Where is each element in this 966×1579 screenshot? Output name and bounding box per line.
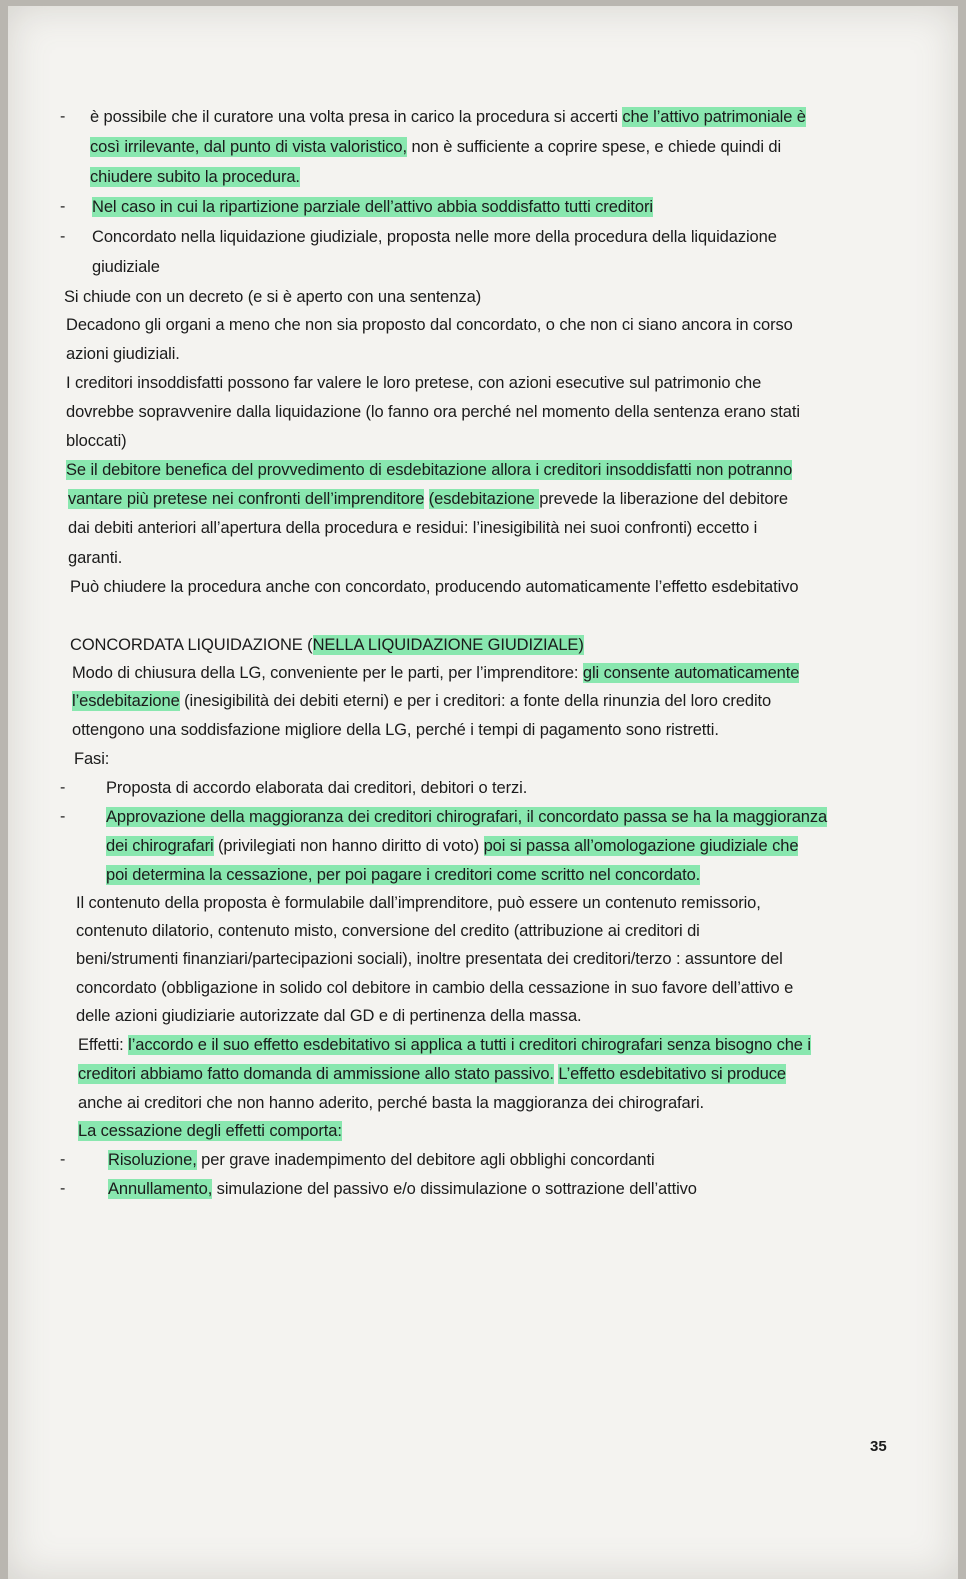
text-segment: contenuto dilatorio, contenuto misto, conversione del credito (attribuzione ai creditori di: [76, 922, 700, 940]
highlighted-text: poi si passa all’omologazione giudiziale che: [483, 837, 799, 855]
document-page: [8, 6, 958, 1579]
text-line: [76, 948, 783, 970]
text-line: [78, 1120, 342, 1142]
highlighted-text: che l’attivo patrimoniale è: [622, 108, 806, 126]
text-line: [92, 226, 777, 248]
text-line: [76, 920, 700, 942]
bullet-marker: -: [60, 1180, 66, 1197]
text-segment: giudiziale: [92, 258, 160, 276]
text-segment: dovrebbe sopravvenire dalla liquidazione (lo fanno ora perché nel momento della sentenza erano stati: [66, 403, 800, 421]
text-line: [78, 1034, 811, 1056]
text-segment: Può chiudere la procedura anche con concordato, producendo automaticamente l’effetto esdebitativo: [70, 578, 799, 596]
highlighted-text: L’effetto esdebitativo si produce: [558, 1065, 786, 1083]
highlighted-text: Se il debitore benefica del provvedimento di esdebitazione allora i creditori insoddisfatti non potranno: [66, 461, 793, 479]
text-line: [76, 977, 793, 999]
text-segment: Effetti:: [78, 1036, 129, 1054]
text-segment: Modo di chiusura della LG, conveniente per le parti, per l’imprenditore:: [72, 664, 583, 682]
text-line: [106, 777, 527, 799]
text-line: [66, 314, 793, 336]
text-line: [108, 1178, 697, 1200]
text-line: [106, 864, 700, 886]
text-line: [66, 372, 761, 394]
text-segment: beni/strumenti finanziari/partecipazioni sociali), inoltre presentata dei creditori/terzo : assuntore del: [76, 950, 783, 968]
text-line: [108, 1149, 655, 1171]
bullet-marker: -: [60, 1151, 66, 1168]
text-line: [106, 806, 827, 828]
text-line: [72, 719, 719, 741]
text-segment: Decadono gli organi a meno che non sia proposto dal concordato, o che non ci siano ancora in corso: [66, 316, 793, 334]
text-line: [66, 401, 800, 423]
highlighted-text: chiudere subito la procedura.: [90, 168, 300, 186]
highlighted-text: vantare più pretese nei confronti dell’imprenditore: [68, 490, 425, 508]
text-segment: (inesigibilità dei debiti eterni) e per i creditori: a fonte della rinunzia del loro credito: [179, 692, 772, 710]
highlighted-text: poi determina la cessazione, per poi pagare i creditori come scritto nel concordato.: [106, 866, 701, 884]
text-line: [76, 1005, 582, 1027]
highlighted-text: NELLA LIQUIDAZIONE GIUDIZIALE): [312, 636, 584, 654]
text-segment: simulazione del passivo e/o dissimulazione o sottrazione dell’attivo: [212, 1180, 697, 1198]
text-segment: concordato (obbligazione in solido col debitore in cambio della cessazione in suo favore dell’attivo e: [76, 979, 794, 997]
bullet-marker: -: [60, 198, 66, 215]
highlighted-text: Nel caso in cui la ripartizione parziale dell’attivo abbia soddisfatto tutti creditori: [92, 198, 653, 216]
text-segment: bloccati): [66, 432, 127, 450]
text-line: [66, 459, 792, 481]
text-segment: Concordato nella liquidazione giudiziale, proposta nelle more della procedura della liquidazione: [92, 228, 777, 246]
text-line: [74, 748, 109, 770]
text-segment: per grave inadempimento del debitore agli obblighi concordanti: [196, 1151, 655, 1169]
text-line: [78, 1063, 786, 1085]
text-line: [92, 256, 160, 278]
highlighted-text: così irrilevante, dal punto di vista valoristico,: [90, 138, 407, 156]
text-line: [70, 634, 584, 656]
text-line: [106, 835, 798, 857]
highlighted-text: La cessazione degli effetti comporta:: [78, 1122, 342, 1140]
highlighted-text: (esdebitazione: [428, 490, 540, 508]
page-number: 35: [870, 1438, 887, 1455]
bullet-marker: -: [60, 228, 66, 245]
text-line: [68, 517, 757, 539]
text-line: [72, 690, 771, 712]
text-segment: è possibile che il curatore una volta presa in carico la procedura si accerti: [90, 108, 623, 126]
highlighted-text: Annullamento,: [108, 1180, 213, 1198]
bullet-marker: -: [60, 779, 66, 796]
text-segment: Si chiude con un decreto (e si è aperto con una sentenza): [64, 288, 482, 306]
text-segment: garanti.: [68, 549, 123, 567]
text-line: [70, 576, 798, 598]
text-line: [68, 488, 788, 510]
text-segment: (privilegiati non hanno diritto di voto): [213, 837, 484, 855]
text-line: [76, 892, 761, 914]
highlighted-text: creditori abbiamo fatto domanda di ammissione allo stato passivo.: [78, 1065, 554, 1083]
text-segment: ottengono una soddisfazione migliore della LG, perché i tempi di pagamento sono ristretti.: [72, 721, 719, 739]
text-segment: dai debiti anteriori all’apertura della procedura e residui: l’inesigibilità nei suoi confronti) eccetto i: [68, 519, 758, 537]
highlighted-text: gli consente automaticamente: [582, 664, 800, 682]
text-segment: Fasi:: [74, 750, 110, 768]
highlighted-text: dei chirografari: [106, 837, 214, 855]
bullet-marker: -: [60, 108, 66, 125]
text-segment: I creditori insoddisfatti possono far valere le loro pretese, con azioni esecutive sul patrimonio che: [66, 374, 762, 392]
text-segment: Proposta di accordo elaborata dai creditori, debitori o terzi.: [106, 779, 528, 797]
text-line: [64, 286, 481, 308]
text-line: [90, 106, 806, 128]
text-segment: CONCORDATA LIQUIDAZIONE (: [70, 636, 313, 654]
text-line: [92, 196, 653, 218]
text-line: [68, 547, 122, 569]
text-segment: non è sufficiente a coprire spese, e chiede quindi di: [407, 138, 782, 156]
text-line: [90, 166, 300, 188]
highlighted-text: Approvazione della maggioranza dei creditori chirografari, il concordato passa se ha la maggioranza: [106, 808, 828, 826]
bullet-marker: -: [60, 808, 66, 825]
highlighted-text: l’accordo e il suo effetto esdebitativo si applica a tutti i creditori chirografari senza bisogno che i: [128, 1036, 811, 1054]
text-line: [66, 343, 180, 365]
text-segment: prevede la liberazione del debitore: [539, 490, 788, 508]
text-line: [72, 662, 799, 684]
text-segment: anche ai creditori che non hanno aderito, perché basta la maggioranza dei chirografari.: [78, 1094, 705, 1112]
text-segment: azioni giudiziali.: [66, 345, 180, 363]
text-line: [78, 1092, 704, 1114]
text-segment: delle azioni giudiziarie autorizzate dal GD e di pertinenza della massa.: [76, 1007, 582, 1025]
text-line: [90, 136, 781, 158]
highlighted-text: l’esdebitazione: [72, 692, 180, 710]
text-segment: Il contenuto della proposta è formulabile dall’imprenditore, può essere un contenuto remissorio,: [76, 894, 761, 912]
highlighted-text: Risoluzione,: [108, 1151, 197, 1169]
text-line: [66, 430, 127, 452]
